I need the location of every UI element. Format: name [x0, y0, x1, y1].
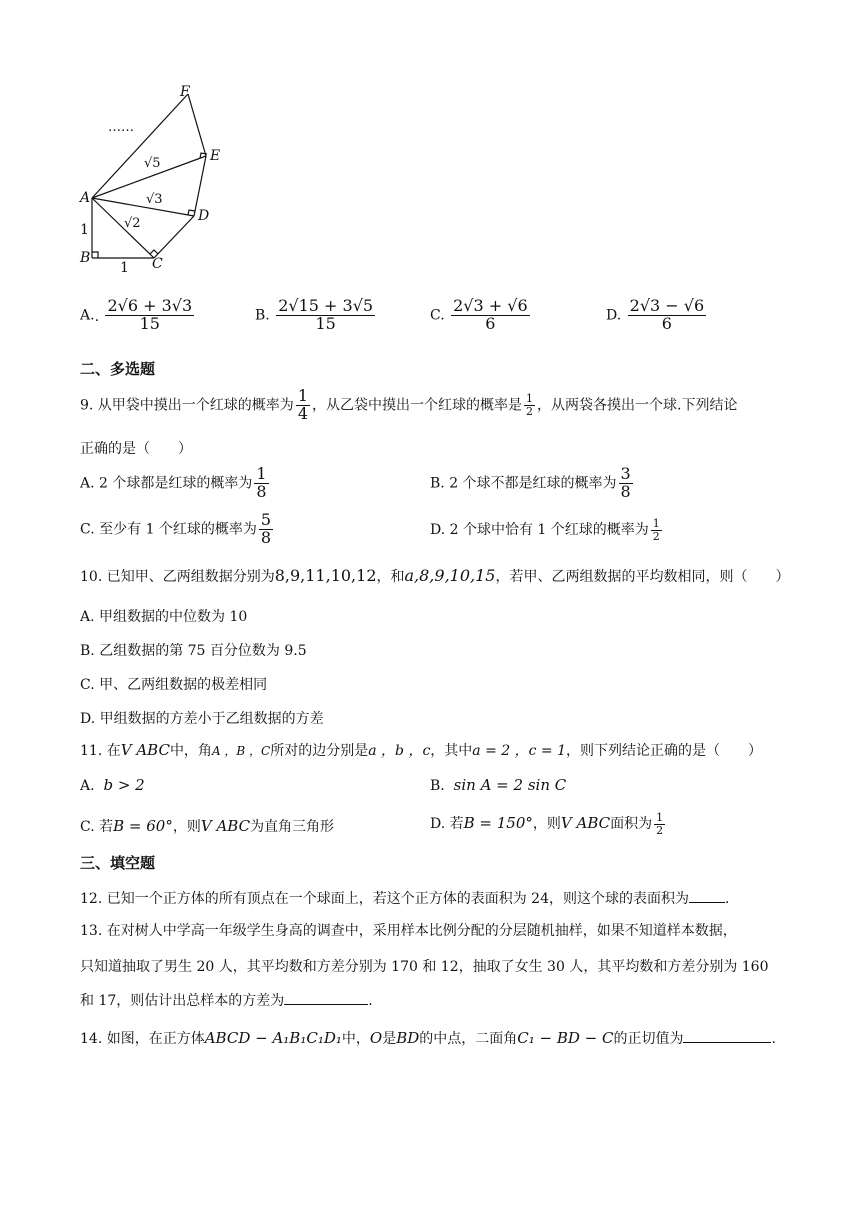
label-C: C [152, 256, 163, 272]
label-AC: √2 [124, 216, 141, 231]
q11-option-a: A. b > 2 [80, 776, 145, 794]
q11-option-b: B. sin A = 2 sin C [430, 776, 567, 794]
label-BC: 1 [120, 260, 129, 276]
q9-stem: 9. 从甲袋中摸出一个红球的概率为 $\frac{1}{4}$ ，从乙袋中摸出一个红球的概率是 $\frac{1}{2}$ ，从两袋各摸出一个球.下列结论 [80, 386, 738, 423]
q13-line1: 13. 在对树人中学高一年级学生身高的调查中，采用样本比例分配的分层随机抽样，如果不知道样本数据， [80, 923, 737, 939]
q9-stem-line2: 正确的是（ ） [80, 441, 192, 457]
q8-option-d: D. $\frac{2√3 - √6}{6}$ [606, 296, 705, 333]
label-F: F [180, 84, 190, 100]
q14-stem: 14. 如图，在正方体ABCD − A₁B₁C₁D₁中，O是BD的中点，二面角C₁ − BD − C的正切值为 . [80, 1029, 776, 1047]
q13-answer-blank[interactable] [284, 1004, 368, 1005]
label-B: B [80, 250, 91, 266]
label-AB: 1 [80, 222, 89, 238]
q10-option-d: D. 甲组数据的方差小于乙组数据的方差 [80, 711, 324, 727]
q8-option-c: C. $\frac{2√3 + √6}{6}$ [430, 296, 528, 333]
q14-answer-blank[interactable] [683, 1042, 771, 1043]
q13-line3: 和 17，则估计出总样本的方差为 . [80, 993, 373, 1009]
q12-stem: 12. 已知一个正方体的所有顶点在一个球面上，若这个正方体的表面积为 24，则这个球的表面积为 . [80, 891, 730, 907]
q8-option-b: B. $\frac{2√15 + 3√5}{15}$ [255, 296, 374, 333]
q9-option-d: D. 2 个球中恰有 1 个红球的概率为 $\frac{1}{2}$ [430, 517, 660, 543]
label-E: E [210, 148, 221, 164]
q9-option-b: B. 2 个球不都是红球的概率为 $\frac{3}{8}$ [430, 464, 631, 501]
q10-stem: 10. 已知甲、乙两组数据分别为8,9,11,10,12，和a,8,9,10,15，若甲、乙两组数据的平均数相同，则（ ） [80, 566, 790, 585]
q11-option-d: D. 若B = 150°，则V ABC面积为 $\frac{1}{2}$ [430, 811, 664, 837]
q13-line2: 只知道抽取了男生 20 人，其平均数和方差分别为 170 和 12，抽取了女生 30 人，其平均数和方差分别为 160 [80, 959, 769, 975]
q10-option-c: C. 甲、乙两组数据的极差相同 [80, 677, 268, 693]
q11-stem: 11. 在V ABC中，角A ，B ，C所对的边分别是a ，b ，c，其中a = 2 ，c = 1，则下列结论正确的是（ ） [80, 741, 763, 759]
q9-option-c: C. 至少有 1 个红球的概率为 $\frac{5}{8}$ [80, 510, 272, 547]
q8-option-a: A.· $\frac{2√6 + 3√3}{15}$ [80, 296, 193, 333]
q12-answer-blank[interactable] [689, 902, 725, 903]
label-AE: √5 [144, 156, 161, 171]
q10-option-b: B. 乙组数据的第 75 百分位数为 9.5 [80, 643, 307, 659]
label-A: A [80, 190, 91, 206]
section-title-multiple-choice: 二、多选题 [80, 360, 156, 378]
q10-option-a: A. 甲组数据的中位数为 10 [80, 609, 248, 625]
q9-option-a: A. 2 个球都是红球的概率为 $\frac{1}{8}$ [80, 464, 267, 501]
q11-option-c: C. 若B = 60°，则V ABC为直角三角形 [80, 817, 335, 835]
label-AD: √3 [146, 192, 163, 207]
ellipsis: …… [108, 120, 134, 135]
spiral-triangle-figure [70, 80, 230, 280]
section-title-fill-in: 三、填空题 [80, 854, 156, 872]
label-D: D [198, 208, 210, 224]
